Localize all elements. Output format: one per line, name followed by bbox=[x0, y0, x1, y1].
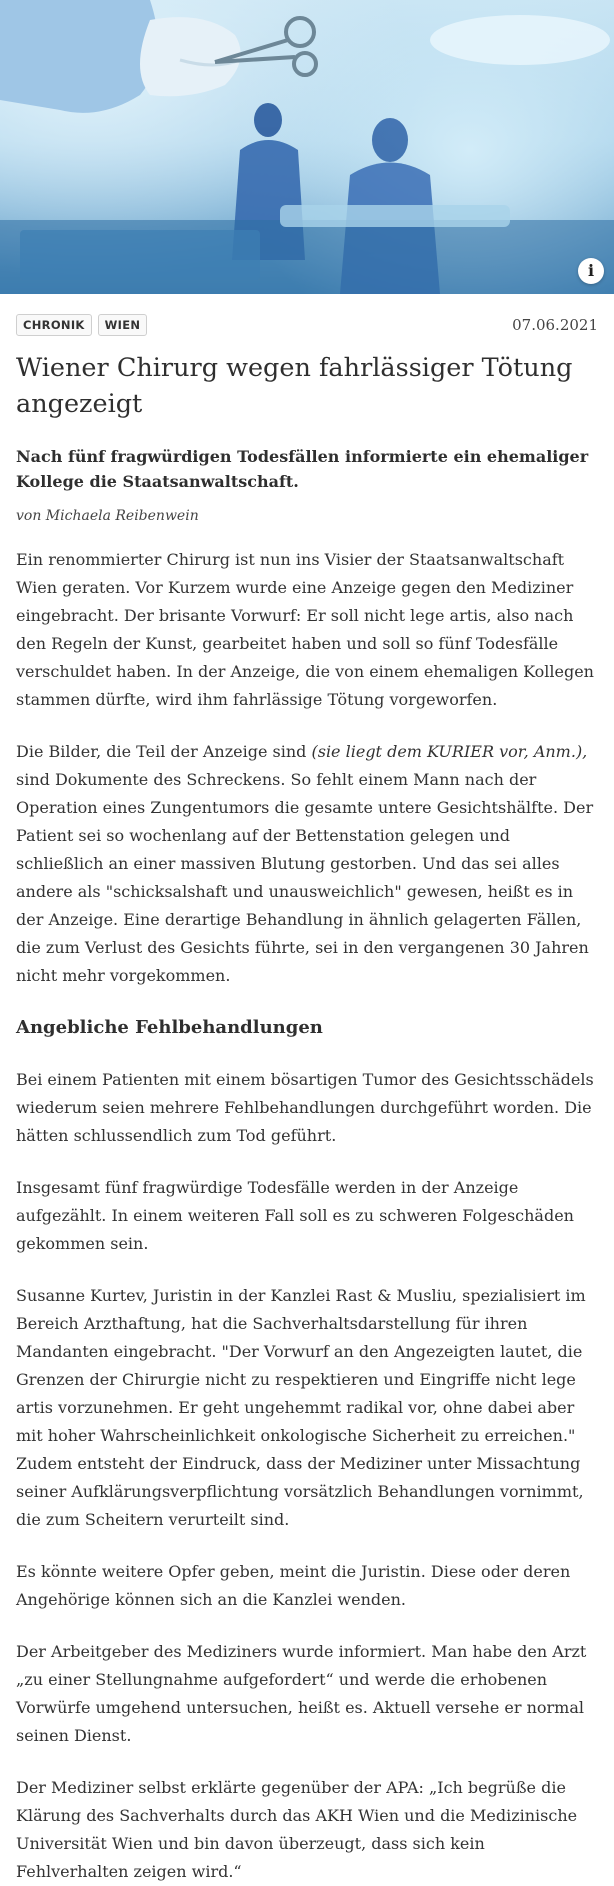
paragraph: Der Arbeitgeber des Mediziners wurde informiert. Man habe den Arzt „zu einer Stellungnahme aufgefordert“ und werde die erhobenen Vorwürfe umgehend untersuchen, heißt es. Aktuell versehe er normal seinen Dienst. bbox=[16, 1642, 587, 1745]
info-icon[interactable]: i bbox=[578, 258, 604, 284]
meta-row bbox=[0, 294, 614, 342]
tag-wien[interactable]: WIEN bbox=[98, 314, 148, 336]
paragraph: Der Mediziner selbst erklärte gegenüber der APA: „Ich begrüße die Klärung des Sachverhalts durch das AKH Wien und die Medizinische Universität Wien und bin davon überzeugt, dass sich kein Fehlverhalten zeigen wird.“ bbox=[16, 1778, 578, 1881]
article-body bbox=[0, 546, 614, 1886]
paragraph-text: Die Bilder, die Teil der Anzeige sind bbox=[16, 742, 312, 761]
article-subheading: Angebliche Fehlbehandlungen bbox=[16, 1017, 323, 1038]
article-byline: von Michaela Reibenwein bbox=[16, 508, 199, 524]
article-headline: Wiener Chirurg wegen fahrlässiger Tötung angezeigt bbox=[16, 353, 573, 419]
paragraph: Es könnte weitere Opfer geben, meint die Juristin. Diese oder deren Angehörige können sich an die Kanzlei wenden. bbox=[16, 1562, 571, 1609]
paragraph: Insgesamt fünf fragwürdige Todesfälle werden in der Anzeige aufgezählt. In einem weiteren Fall soll es zu schweren Folgeschäden gekommen sein. bbox=[16, 1178, 574, 1253]
tag-chronik[interactable]: CHRONIK bbox=[16, 314, 92, 336]
article-lead: Nach fünf fragwürdigen Todesfällen informierte ein ehemaliger Kollege die Staatsanwaltschaft. bbox=[16, 447, 589, 491]
publish-date: 07.06.2021 bbox=[512, 315, 598, 334]
paragraph-aside: (sie liegt dem KURIER vor, Anm.), bbox=[311, 742, 588, 761]
paragraph: Bei einem Patienten mit einem bösartigen Tumor des Gesichtsschädels wiederum seien mehrere Fehlbehandlungen durchgeführt worden. Die hätten schlussendlich zum Tod geführt. bbox=[16, 1070, 594, 1145]
paragraph-text: sind Dokumente des Schreckens. So fehlt einem Mann nach der Operation eines Zungentumors die gesamte untere Gesichtshälfte. Der Patient sei so wochenlang auf der Bettenstation gelegen und schließlich an einer massiven Blutung gestorben. Und das sei alles andere als "schicksalshaft und unausweichlich" gewesen, heißt es in der Anzeige. Eine derartige Behandlung in ähnlich gelagerten Fällen, die zum Verlust des Gesichts führte, sei in den vergangenen 30 Jahren nicht mehr vorgekommen. bbox=[16, 770, 594, 985]
operating-room-illustration bbox=[0, 0, 614, 294]
tag-list bbox=[16, 314, 147, 336]
gloved-hand bbox=[0, 0, 241, 113]
paragraph: Susanne Kurtev, Juristin in der Kanzlei Rast & Musliu, spezialisiert im Bereich Arzthaftung, hat die Sachverhaltsdarstellung für ihren Mandanten eingebracht. "Der Vorwurf an den Angezeigten lautet, die Grenzen der Chirurgie nicht zu respektieren und Eingriffe nicht lege artis vorzunehmen. Er geht ungehemmt radikal vor, ohne dabei aber mit hoher Wahrscheinlichkeit onkologische Sicherheit zu erreichen." Zudem entsteht der Eindruck, dass der Mediziner unter Missachtung seiner Aufklärungsverpflichtung vorsätzlich Behandlungen vornimmt, die zum Scheitern verurteilt sind. bbox=[16, 1286, 586, 1529]
hero-image bbox=[0, 0, 614, 294]
paragraph bbox=[16, 738, 598, 990]
paragraph: Ein renommierter Chirurg ist nun ins Visier der Staatsanwaltschaft Wien geraten. Vor Kurzem wurde eine Anzeige gegen den Mediziner eingebracht. Der brisante Vorwurf: Er soll nicht lege artis, also nach den Regeln der Kunst, gearbeitet haben und soll so fünf Todesfälle verschuldet haben. In der Anzeige, die von einem ehemaligen Kollegen stammen dürfte, wird ihm fahrlässige Tötung vorgeworfen. bbox=[16, 550, 594, 709]
